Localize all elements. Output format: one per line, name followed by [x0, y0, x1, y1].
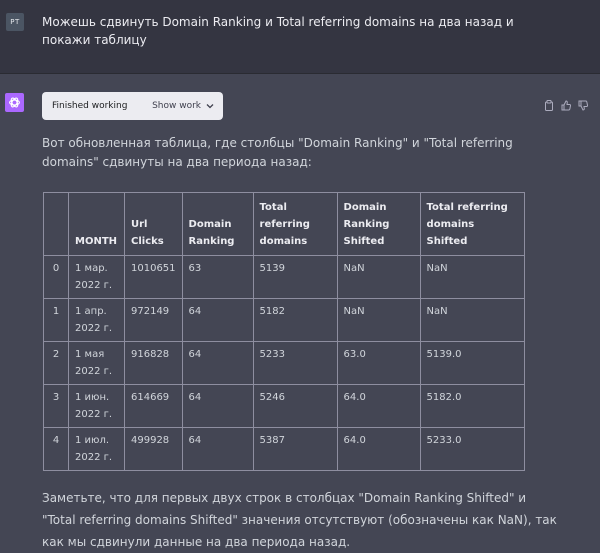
column-header-domain-ranking-shifted: Domain Ranking Shifted [337, 193, 420, 256]
thumbs-down-icon[interactable] [578, 96, 588, 107]
cell-month: 1 июл. 2022 г. [69, 428, 125, 471]
column-header-index [44, 193, 69, 256]
cell-domain-ranking-shifted: 64.0 [337, 428, 420, 471]
cell-total-referring-domains: 5387 [253, 428, 337, 471]
cell-total-referring-domains: 5182 [253, 299, 337, 342]
assistant-intro-text: Вот обновленная таблица, где столбцы "Domain Ranking" и "Total referring domains" сдвинуты на два периода назад: [42, 136, 513, 169]
table-row [44, 385, 525, 428]
cell-domain-ranking: 64 [182, 342, 253, 385]
thumbs-up-icon[interactable] [561, 96, 571, 107]
cell-domain-ranking: 64 [182, 385, 253, 428]
table-row [44, 428, 525, 471]
clipboard-icon[interactable] [544, 96, 554, 107]
user-message: Можешь сдвинуть Domain Ranking и Total referring domains на два назад и покажи таблицу [42, 15, 514, 47]
cell-index: 3 [44, 385, 69, 428]
cell-domain-ranking: 63 [182, 256, 253, 299]
cell-total-referring-domains: 5246 [253, 385, 337, 428]
results-table [43, 192, 525, 471]
cell-total-referring-domains-shifted: 5139.0 [420, 342, 524, 385]
user-message-row [0, 0, 600, 74]
cell-total-referring-domains: 5139 [253, 256, 337, 299]
cell-total-referring-domains-shifted: 5233.0 [420, 428, 524, 471]
cell-month: 1 мая 2022 г. [69, 342, 125, 385]
cell-index: 0 [44, 256, 69, 299]
cell-url-clicks: 916828 [125, 342, 183, 385]
message-actions [544, 96, 588, 107]
cell-total-referring-domains: 5233 [253, 342, 337, 385]
cell-url-clicks: 1010651 [125, 256, 183, 299]
cell-domain-ranking-shifted: 63.0 [337, 342, 420, 385]
cell-domain-ranking-shifted: NaN [337, 299, 420, 342]
cell-url-clicks: 614669 [125, 385, 183, 428]
table-row [44, 256, 525, 299]
column-header-domain-ranking: Domain Ranking [182, 193, 253, 256]
finished-working-label: Finished working [52, 101, 128, 111]
column-header-total-referring-domains-shifted: Total referring domains Shifted [420, 193, 524, 256]
table-header-row [44, 193, 525, 256]
cell-url-clicks: 972149 [125, 299, 183, 342]
assistant-message-row [0, 74, 600, 551]
cell-index: 1 [44, 299, 69, 342]
show-work-toggle[interactable]: Show work [152, 101, 214, 111]
finished-working-panel [42, 92, 223, 120]
cell-index: 4 [44, 428, 69, 471]
column-header-total-referring-domains: Total referring domains [253, 193, 337, 256]
table-row [44, 342, 525, 385]
table-row [44, 299, 525, 342]
cell-url-clicks: 499928 [125, 428, 183, 471]
column-header-url-clicks: Url Clicks [125, 193, 183, 256]
cell-total-referring-domains-shifted: NaN [420, 299, 524, 342]
assistant-logo-icon [5, 93, 24, 112]
cell-month: 1 июн. 2022 г. [69, 385, 125, 428]
assistant-outro-text: Заметьте, что для первых двух строк в столбцах "Domain Ranking Shifted" и "Total referring domains Shifted" значения отсутствуют (обозначены как NaN), так как мы сдвинули данные на два периода назад. [42, 491, 557, 549]
cell-month: 1 мар. 2022 г. [69, 256, 125, 299]
cell-domain-ranking-shifted: NaN [337, 256, 420, 299]
user-avatar: PT [6, 13, 24, 31]
column-header-month: MONTH [69, 193, 125, 256]
chevron-down-icon [206, 103, 214, 109]
cell-total-referring-domains-shifted: NaN [420, 256, 524, 299]
cell-domain-ranking: 64 [182, 428, 253, 471]
cell-domain-ranking: 64 [182, 299, 253, 342]
cell-index: 2 [44, 342, 69, 385]
cell-domain-ranking-shifted: 64.0 [337, 385, 420, 428]
cell-total-referring-domains-shifted: 5182.0 [420, 385, 524, 428]
cell-month: 1 апр. 2022 г. [69, 299, 125, 342]
